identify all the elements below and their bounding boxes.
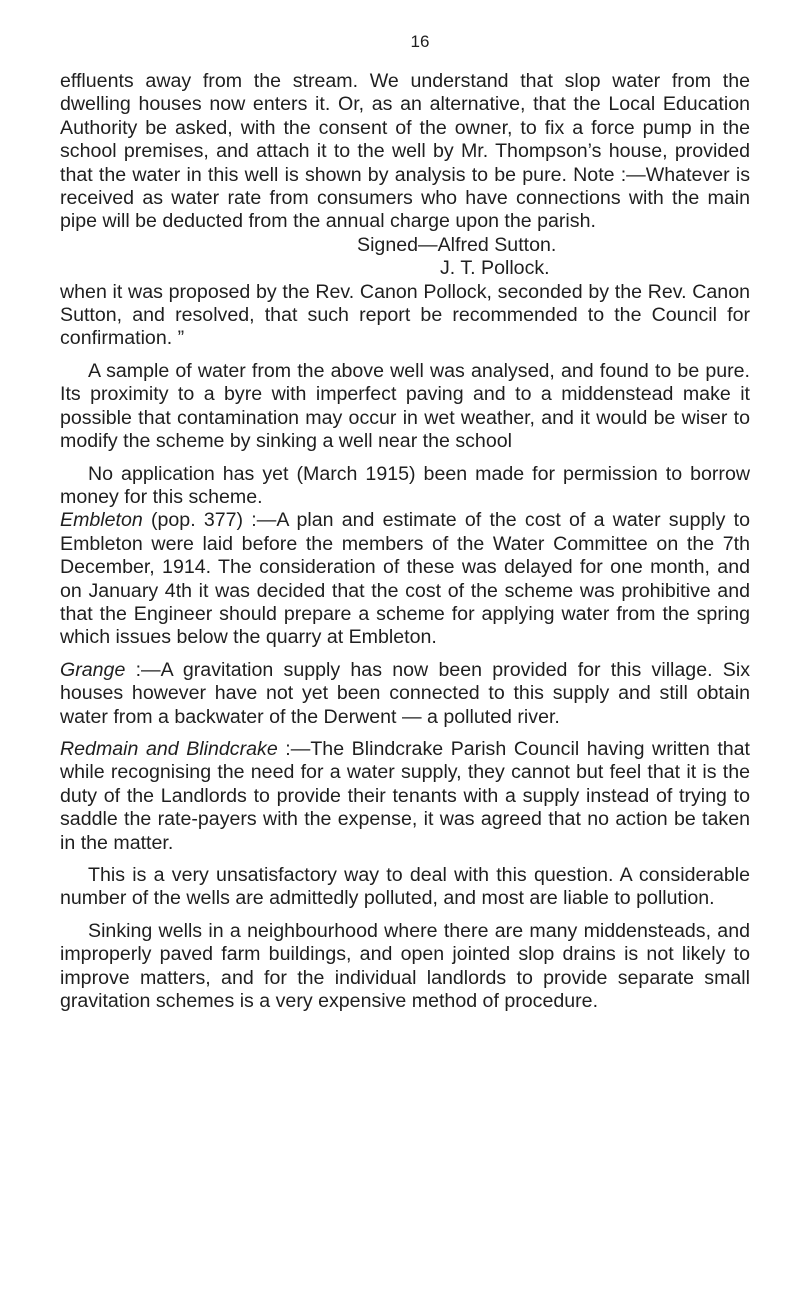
paragraph-resolution: when it was proposed by the Rev. Canon Pollock, seconded by the Rev. Canon Sutton, and resolved, that such report be recommended to the Council for confirmation. ”: [60, 280, 750, 350]
heading-embleton: Embleton: [60, 509, 143, 532]
heading-redmain-blindcrake: Redmain and Blindcrake: [60, 737, 278, 760]
paragraph-redmain-blindcrake: [60, 738, 750, 855]
paragraph-sinking-wells: Sinking wells in a neighbourhood where there are many middensteads, and improperly paved farm buildings, and open jointed slop drains is not likely to improve matters, and for the individual landlords to provide separate small gravitation schemes is a very expensive method of procedure.: [60, 919, 750, 1013]
signature-line-1: Signed—Alfred Sutton.: [357, 233, 557, 256]
redmain-blindcrake-body: :—The Blindcrake Parish Council having written that while recognising the need for a water supply, they cannot but feel that it is the duty of the Landlords to provide their tenants with a supply instead of trying to saddle the rate-payers with the expense, it was agreed that no action be taken in the matter.: [60, 737, 750, 854]
paragraph-embleton: [60, 509, 750, 649]
page-number: 16: [410, 32, 430, 51]
heading-grange: Grange: [60, 658, 126, 681]
paragraph-sample-analysis: A sample of water from the above well was analysed, and found to be pure. Its proximity to a byre with imperfect paving and to a middenstead make it possible that contamination may occur in wet weather, and it would be wiser to modify the scheme by sinking a well near the school: [60, 359, 750, 453]
paragraph-unsatisfactory: This is a very unsatisfactory way to deal with this question. A considerable number of the wells are admittedly polluted, and most are liable to pollution.: [60, 864, 750, 910]
signature-line-2: J. T. Pollock.: [440, 257, 550, 280]
embleton-body: (pop. 377) :—A plan and estimate of the cost of a water supply to Embleton were laid before the members of the Water Committee on the 7th December, 1914. The consideration of these was delayed for one month, and on January 4th it was decided that the cost of the scheme was prohibitive and that the Engineer should prepare a scheme for applying water from the spring which issues below the quarry at Embleton.: [60, 509, 750, 649]
paragraph-grange: [60, 659, 750, 729]
paragraph-application: No application has yet (March 1915) been made for permission to borrow money for this scheme.: [60, 462, 750, 508]
document-page: [60, 32, 750, 1013]
paragraph-report-text: effluents away from the stream. We understand that slop water from the dwelling houses now enters it. Or, as an alternative, that the Local Education Authority be asked, with the consent of the owner, to fix a force pump in the school premises, and attach it to the well by Mr. Thompson’s house, provided that the water in this well is shown by analysis to be pure. Note :—Whatever is received as water rate from consumers who have connections with the main pipe will be deducted from the annual charge upon the parish.: [60, 70, 750, 233]
grange-body: :—A gravitation supply has now been provided for this village. Six houses however have not yet been connected to this supply and still obtain water from a backwater of the Derwent — a polluted river.: [60, 658, 750, 728]
